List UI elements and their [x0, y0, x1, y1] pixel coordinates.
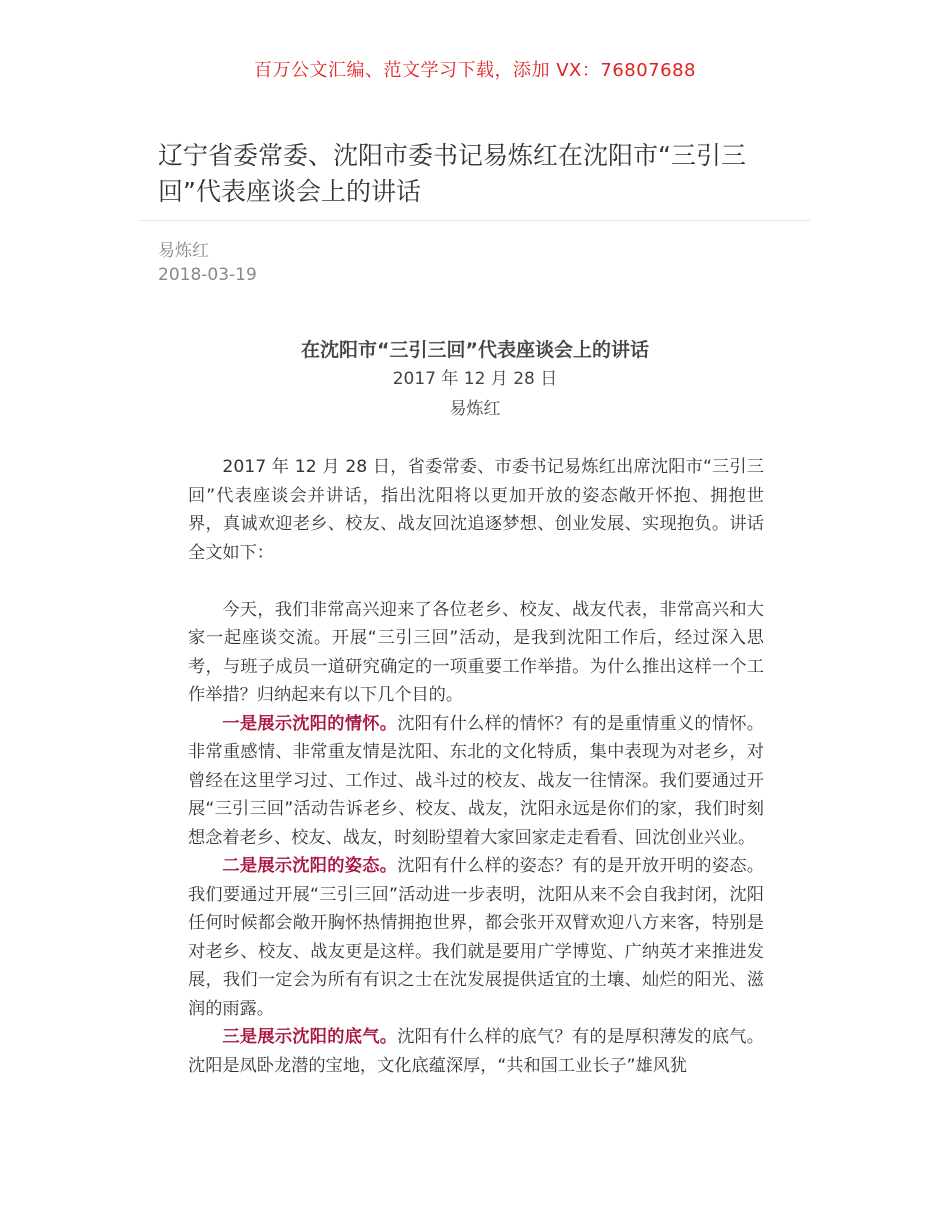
- highlight-lead: 一是展示沈阳的情怀。: [222, 713, 398, 734]
- intro-paragraph: 2017 年 12 月 28 日，省委常委、市委书记易炼红出席沈阳市“三引三回”代表座谈会并讲话，指出沈阳将以更加开放的姿态敞开怀抱、拥抱世界，真诚欢迎老乡、校友、战友回沈追逐梦想、创业发展、实现抱负。讲话全文如下：: [188, 457, 764, 563]
- body-paragraph: [188, 852, 764, 1023]
- title-divider: [140, 220, 810, 221]
- body-paragraph: [188, 710, 764, 853]
- highlight-lead: 二是展示沈阳的姿态。: [222, 856, 398, 876]
- article-body: [188, 453, 764, 1080]
- body-paragraph: 今天，我们非常高兴迎来了各位老乡、校友、战友代表，非常高兴和大家一起座谈交流。开展“三引三回”活动，是我到沈阳工作后，经过深入思考，与班子成员一道研究确定的一项重要工作举措。为什么推出这样一个工作举措？归纳起来有以下几个目的。: [188, 599, 764, 705]
- publish-date: 2018-03-19: [158, 265, 257, 285]
- page-title: 辽宁省委常委、沈阳市委书记易炼红在沈阳市“三引三回”代表座谈会上的讲话: [158, 141, 746, 206]
- article-meta: [158, 239, 257, 287]
- article-header: [0, 336, 950, 424]
- body-paragraph: [188, 1023, 764, 1080]
- speech-date: 2017 年 12 月 28 日: [392, 369, 558, 389]
- paragraph-text: 沈阳有什么样的情怀？有的是重情重义的情怀。非常重感情、非常重友情是沈阳、东北的文化特质，集中表现为对老乡，对曾经在这里学习过、工作过、战斗过的校友、战友一往情深。我们要通过开展“三引三回”活动告诉老乡、校友、战友，沈阳永远是你们的家，我们时刻想念着老乡、校友、战友，时刻盼望着大家回家走走看看、回沈创业兴业。: [188, 713, 764, 848]
- paragraph-text: 沈阳有什么样的底气？有的是厚积薄发的底气。沈阳是凤卧龙潜的宝地，文化底蕴深厚，“共和国工业长子”雄风犹: [188, 1027, 764, 1076]
- article-heading: 在沈阳市“三引三回”代表座谈会上的讲话: [301, 339, 649, 361]
- highlight-lead: 三是展示沈阳的底气。: [222, 1027, 398, 1047]
- speaker-name: 易炼红: [449, 399, 501, 419]
- author-name: 易炼红: [158, 241, 209, 261]
- paragraph-text: 沈阳有什么样的姿态？有的是开放开明的姿态。我们要通过开展“三引三回”活动进一步表明，沈阳从来不会自我封闭，沈阳任何时候都会敞开胸怀热情拥抱世界，都会张开双臂欢迎八方来客，特别是对老乡、校友、战友更是这样。我们就是要用广学博览、广纳英才来推进发展，我们一定会为所有有识之士在沈发展提供适宜的土壤、灿烂的阳光、滋润的雨露。: [188, 856, 764, 1019]
- watermark-banner: 百万公文汇编、范文学习下载，添加 VX：76807688: [254, 60, 696, 81]
